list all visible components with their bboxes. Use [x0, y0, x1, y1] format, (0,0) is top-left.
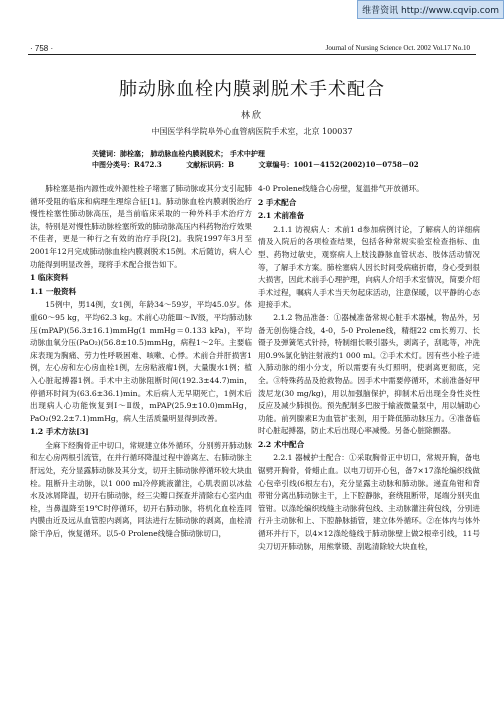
body-paragraph: 2.1.1 访视病人：术前1 d参加病例讨论，了解病人的详细病情及入院后的各项检查结果，包括各种常规实验室检查指标、血型、药物过敏史，观察病人上肢浅静脉血管状态、肢体活动情况等，了解手术方案。肺栓塞病人因长时间受病痛折磨，身心受到很大损害，因此术前手心理护理，向病人介绍手术室情况，简要介绍手术过程，嘱病人手术当天勿起床活动，注意保暖，以平静的心态迎接手术。	[258, 224, 480, 310]
header-divider	[28, 54, 476, 55]
affiliation: 中国医学科学院阜外心血管病医院手术室，北京 100037	[151, 127, 353, 136]
body-paragraph: 2.1.2 物品准备：①器械准备常规心脏手术器械，物品外，另备无创伤缝合线，4-0，5-0 Prolene线，精细22 cm长剪刀、长镊子及弹簧笔式针持，特制细长吸引器头，剥离子，刮匙等，冲洗用0.9%氯化钠注射液约1 000 ml。②手术术灯。因有些小栓子进入肺动脉的细小分支，所以需要有头灯照明，使剥离更彻底，完全。③特殊药品及抢救物品。因手术中需要停循环，术前准备好甲泼尼龙(30 mg/kg)，用以加强脑保护，抑制术后出现全身性炎性反应及减少肺损伤。预先配制多巴胺于输液微量泵中，用以辅助心功能。前列腺素E为血管扩张剂，用于降低肺动脉压力。④准备临时心脏起搏器，防止术后出现心率减慢。另备心脏除颤器。	[258, 312, 480, 436]
article-title: 肺动脉血栓内膜剥脱术手术配合	[119, 79, 385, 100]
journal-header: Journal of Nursing Science Oct. 2002 Vol.17 No.10	[325, 44, 470, 52]
page-number: · 758 ·	[30, 44, 54, 53]
section-heading: 1 临床资料	[30, 273, 69, 283]
watermark-label: 维普资讯 http://www.cqvip.com	[357, 0, 504, 19]
article-number: 文章编号：1001－4152(2002)10－0758－02	[258, 160, 419, 169]
left-column	[30, 183, 252, 541]
article-identifiers	[92, 160, 441, 170]
section-heading: 2.2 术中配合	[258, 439, 305, 449]
section-heading: 2.1 术前准备	[258, 211, 305, 221]
body-paragraph: 4-0 Prolene线缝合心房壁，复温排气开放循环。	[258, 184, 424, 193]
body-paragraph: 全麻下经胸骨正中切口，常规建立体外循环，分别剪开肺动脉和左心房两根引流管，在并行循环降温过程中游离左、右肺动脉主肝远处，充分显露肺动脉及其分支，切开主肺动脉停循环较大块血栓。阻断升主动脉，以1 000 ml冷停跳液灌注，心肌表面以冰盐水及冰屑降温，切开右肺动脉，经三尖瓣口探查并清除右心室内血栓，当鼻温降至19℃时停循环，切开右肺动脉，将机化血栓连同内膜由近及远从血管腔内剥离，同法进行左肺动脉的剥离，血栓清除干净后，恢复循环。以5-0 Prolene线缝合肺动脉切口，	[30, 440, 252, 539]
section-heading: 1.1 一般资料	[30, 286, 77, 296]
section-heading: 1.2 手术方法[3]	[30, 427, 89, 437]
right-column	[258, 183, 480, 553]
clc-number: 中图分类号：R472.3	[92, 160, 162, 169]
author: 林欣	[240, 111, 263, 121]
body-paragraph: 2.2.1 器械护士配合：①采取胸骨正中切口，常规开胸，备电锯劈开胸骨，骨蜡止血。以电刀切开心包，备7×17涤纶编织线做心包牵引线(6根左右)，充分显露主动脉和肺动脉。递直角钳和背带钳分离出肺动脉主干，上下腔静脉，套绕阻断带，尾端分别夹血管钳。以涤纶编织线缝主动脉荷包线、主动脉灌注荷包线，分别进行升主动脉和上、下腔静脉插管，建立体外循环。②在体内与体外循环并行下，以4×12涤纶缝线于肺动脉壁上做2根牵引线，11号尖刀切开肺动脉，用熊掌镊、刮匙清除较大块血栓，	[258, 453, 480, 551]
section-heading: 2 手术配合	[258, 197, 297, 207]
keywords: 关键词：肺栓塞； 肺动脉血栓内膜剥脱术； 手术中护理	[92, 149, 265, 158]
document-code: 文献标识码：B	[186, 160, 235, 169]
body-paragraph: 肺栓塞是指内源性或外源性栓子堵塞了肺动脉或其分支引起肺循环受阻的临床和病理生理综合征[1]。肺动脉血栓内膜剥脱治疗慢性栓塞性肺动脉高压，是当前临床采取的一种外科手术治疗方法，特别是对慢性肺动脉栓塞所致的肺动脉高压内科药物治疗效果不佳者，更是一种行之有效的治疗手段[2]。我院1997年3月至2001年12月完成肺动脉血栓内膜剥脱术15例。术后随访，病人心功能得到明显改善，现将手术配合报告如下。	[30, 184, 252, 269]
body-paragraph: 15例中，男14例，女1例，年龄34～59岁，平均45.0岁。体重60～95 kg，平均62.3 kg。术前心功能Ⅲ～Ⅳ级，平均肺动脉压(mPAP)(56.3±16.1)mmHg(1 mmHg＝0.133 kPa)，平均动脉血氧分压(PaO₂)(56.8±10.5)mmHg，病程1～2年。主要临床表现为胸痛、劳力性呼吸困难、咳嗽、心悸。术前合并肝损害1例，左心房和左心房血栓1例，左房粘液瘤1例，大量腹水1例；植入心脏起搏器1例。手术中主动脉阻断时间(192.3±44.7)min，停循环时间为(63.6±36.1)min。术后病人无早期死亡，1例术后出现病人心功能恢复到Ⅰ～Ⅱ级，mPAP(25.9±10.0)mmHg，PaO₂(92.2±7.1)mmHg，病人生活质量明显得到改善。	[30, 300, 252, 423]
